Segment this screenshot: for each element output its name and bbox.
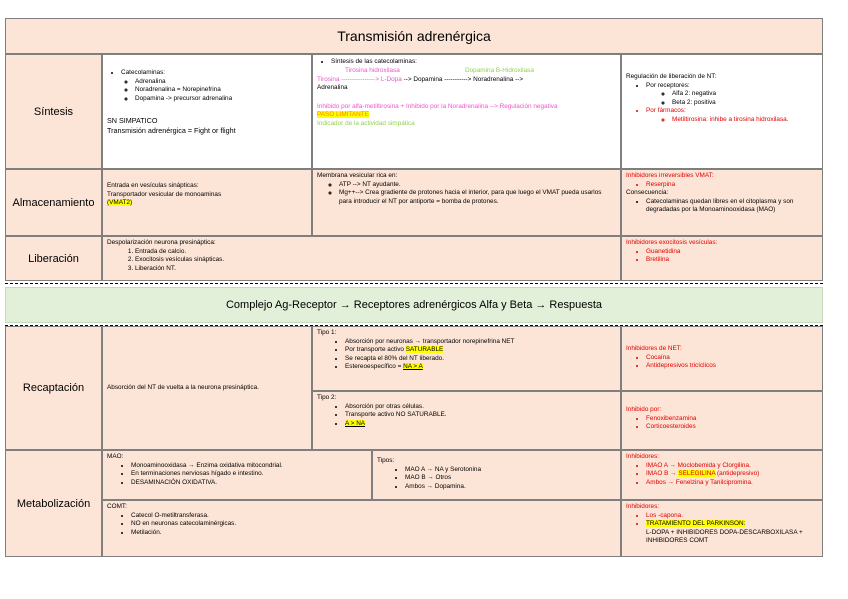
sintesis-pathway: • Síntesis de las catecolaminas: Tirosina hidroxilasa Dopamina B-Hidroxilasa Tirosina ----------------> L-Dopa --> Dopamina -----------> Noradrenalina --> Adrenalina Inhibido por alfa-metiltirosina + Inhibido por la Noradrenalina --> Regulación negativa PASO LIMITANTE Indicador de la actividad simpática (312, 54, 621, 169)
almacenamiento-inhibidores: Inhibidores irreversibles VMAT: • Reserpina Consecuencia: • Catecolaminas quedan libres en el citoplasma y son degradadas por la Monoaminooxidasa (MAO) (621, 169, 823, 236)
row-label-recaptacion: Recaptación (5, 326, 102, 450)
metabolizacion-comt-inhibidores: Inhibidores: • Los -capona. • TRATAMIENTO DEL PARKINSON: L-DOPA + INHIBIDORES DOPA-DESCARBOXILASA + INHIBIDORES COMT (621, 500, 823, 557)
liberacion-despolarizacion: Despolarización neurona presináptica: 1. Entrada de calcio. 2. Exocitosis vesículas sinápticas. 3. Liberación NT. (102, 236, 621, 281)
recaptacion-inhibido-por: Inhibido por: • Fenoxibenzamina • Corticoesteroides (621, 391, 823, 450)
recaptacion-absorcion: Absorción del NT de vuelta a la neurona presináptica. (102, 326, 312, 450)
liberacion-inhibidores: Inhibidores exocitosis vesículas: • Guanetidina • Bretilina (621, 236, 823, 281)
dashed-separator (5, 283, 823, 284)
row-label-metabolizacion: Metabolización (5, 450, 102, 557)
almacenamiento-entrada: Entrada en vesículas sinápticas: Transportador vesicular de monoaminas (VMAT2) (102, 169, 312, 236)
recaptacion-inhibidores-net: Inhibidores de NET: • Cocaína • Antidepresivos tricíclicos (621, 326, 823, 391)
metabolizacion-comt: COMT: • Catecol O-metiltransferasa. • NO en neuronas catecolaminérgicas. • Metilación. (102, 500, 621, 557)
page-title: Transmisión adrenérgica (5, 18, 823, 54)
metabolizacion-mao: MAO: • Monoaminooxidasa → Enzima oxidativa mitocondrial. • En terminaciones nerviosas hígado e intestino. • DESAMINACIÓN OXIDATIVA. (102, 450, 372, 500)
sintesis-regulacion: Regulación de liberación de NT: • Por receptores: ◦ Alfa 2: negativa ◦ Beta 2: positiva • Por fármacos: ◦ Metiltirosina: inhibe a tirosina hidroxilasa. (621, 54, 823, 169)
row-label-sintesis: Síntesis (5, 54, 102, 169)
metabolizacion-mao-inhibidores: Inhibidores: • IMAO A → Moclobemida y Clorgilina. • IMAO B → SELEGILINA (antidepresivo) • Ambos → Fenelzina y Tanilcipromina. (621, 450, 823, 500)
recaptacion-tipo1: Tipo 1: • Absorción por neuronas → transportador norepinefrina NET • Por transporte activo SATURABLE • Se recapta el 80% del NT liberado. • Estereoespecífico = NA > A (312, 326, 621, 391)
response-banner: Complejo Ag-Receptor → Receptores adrenérgicos Alfa y Beta → Respuesta (5, 287, 823, 323)
row-label-liberacion: Liberación (5, 236, 102, 281)
metabolizacion-tipos: Tipos: • MAO A → NA y Serotonina • MAO B → Otros • Ambos → Dopamina. (372, 450, 621, 500)
row-label-almacenamiento: Almacenamiento (5, 169, 102, 236)
almacenamiento-membrana: Membrana vesicular rica en: ◦ ATP --> NT ayudante. ◦ Mg++--> Crea gradiente de protones hacia el interior, para que luego el VMAT pueda usarlos para introducir el NT por antiporte = bomba de protones. (312, 169, 621, 236)
sintesis-catecolaminas: • Catecolaminas: ◦ Adrenalina ◦ Noradrenalina = Norepinefrina ◦ Dopamina -> precursor adrenalina SN SIMPATICO Transmisión adrenérgica = Fight or flight (102, 54, 312, 169)
recaptacion-tipo2: Tipo 2: • Absorción por otras células. • Transporte activo NO SATURABLE. • A > NA (312, 391, 621, 450)
